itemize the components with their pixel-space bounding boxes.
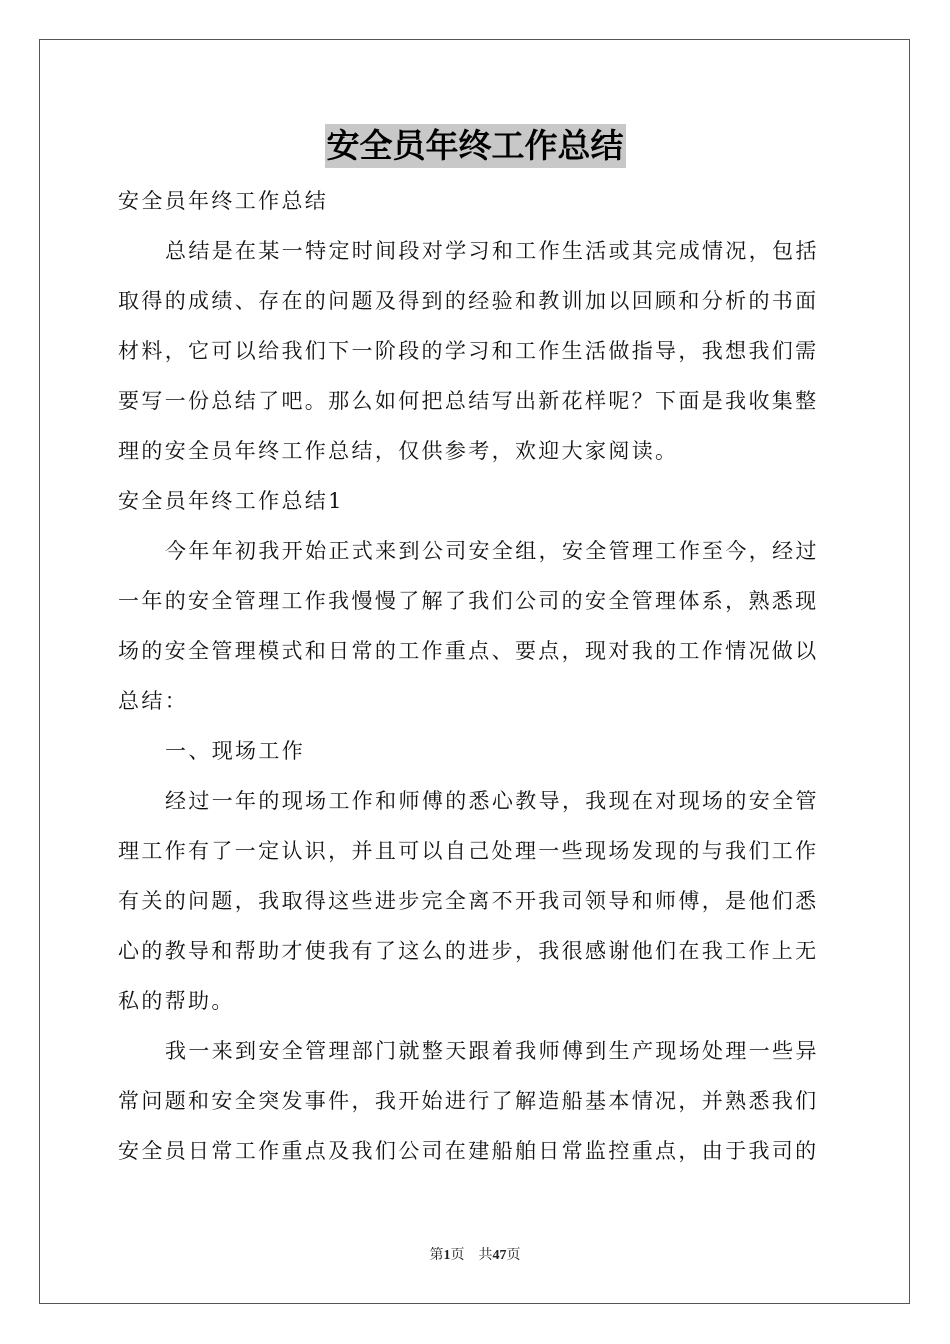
text-line: 一、现场工作 [165,739,306,763]
text-line: 安全员日常工作重点及我们公司在建船舶日常监控重点，由于我司的 [118,1139,819,1163]
text-line: 理工作有了一定认识，并且可以自己处理一些现场发现的与我们工作 [118,839,819,863]
title-container [0,124,950,168]
total-suffix: 页 [506,1248,521,1263]
text-line: 经过一年的现场工作和师傅的悉心教导，我现在对现场的安全管 [165,789,819,813]
text-line: 私的帮助。 [118,989,235,1013]
text-line: 理的安全员年终工作总结，仅供参考，欢迎大家阅读。 [118,439,679,463]
page-footer [0,1244,950,1264]
document-body [118,176,834,1176]
total-prefix: 共 [478,1248,493,1263]
text-line: 场的安全管理模式和日常的工作重点、要点，现对我的工作情况做以 [118,639,819,663]
text-line: 有关的问题，我取得这些进步完全离不开我司领导和师傅，是他们悉 [118,889,819,913]
document-title: 安全员年终工作总结 [325,124,626,168]
text-line: 取得的成绩、存在的问题及得到的经验和教训加以回顾和分析的书面 [118,289,819,313]
text-line: 材料，它可以给我们下一阶段的学习和工作生活做指导，我想我们需 [118,339,819,363]
text-line: 常问题和安全突发事件，我开始进行了解造船基本情况，并熟悉我们 [118,1089,819,1113]
text-line: 安全员年终工作总结1 [118,489,344,513]
page-suffix: 页 [450,1248,465,1263]
text-line: 今年年初我开始正式来到公司安全组，安全管理工作至今，经过 [165,539,819,563]
text-line: 一年的安全管理工作我慢慢了解了我们公司的安全管理体系，熟悉现 [118,589,819,613]
text-line: 心的教导和帮助才使我有了这么的进步，我很感谢他们在我工作上无 [118,939,819,963]
page-prefix: 第 [429,1248,444,1263]
text-line: 要写一份总结了吧。那么如何把总结写出新花样呢？下面是我收集整 [118,389,819,413]
total-pages: 47 [492,1248,507,1263]
text-line: 安全员年终工作总结 [118,189,329,213]
text-line: 总结： [118,689,189,713]
text-line: 我一来到安全管理部门就整天跟着我师傅到生产现场处理一些异 [165,1039,819,1063]
text-line: 总结是在某一特定时间段对学习和工作生活或其完成情况，包括 [165,239,819,263]
page-number: 1 [443,1248,451,1263]
